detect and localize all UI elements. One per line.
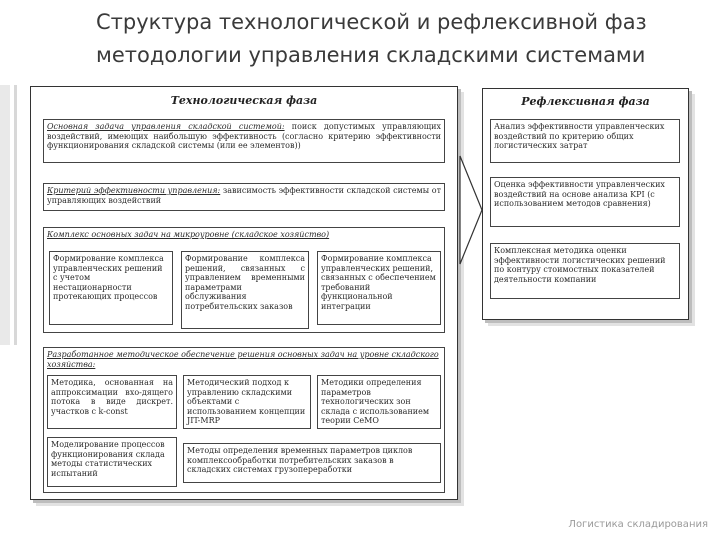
micro-task-3: Формирование комплекса управленческих решений, связанных с обеспечением требований функциональной интеграции xyxy=(317,251,441,325)
phase-transition-arrow xyxy=(458,150,484,270)
reflexive-phase-title: Рефлексивная фаза xyxy=(521,95,650,108)
micro-level-label: Комплекс основных задач на микроуровне (складское хозяйство) xyxy=(47,230,330,239)
left-decoration-line xyxy=(14,85,17,345)
reflexive-item-3: Комплексная методика оценки эффективности логистических решений по контуру стоимостных показателей деятельности компании xyxy=(490,243,680,299)
main-task-label: Основная задача управления складской системой: xyxy=(47,122,285,131)
criterion-text: зависимость эффективности складской системы от управляющих воздействий xyxy=(47,186,441,205)
slide-title: Структура технологической и рефлексивной фаз методологии управления складскими системами xyxy=(96,10,647,67)
method-1: Методика, основанная на аппроксимации вхо-дящего потока в виде дискрет. участков с k-const xyxy=(47,375,177,429)
main-task-box xyxy=(43,119,445,163)
slide-footer: Логистика складирования xyxy=(568,519,708,530)
technological-phase-panel xyxy=(30,86,458,500)
criterion-box xyxy=(43,183,445,211)
technological-phase-title: Технологическая фаза xyxy=(170,94,318,107)
micro-task-1: Формирование комплекса управленческих решений с учетом нестационарности протекающих процессов xyxy=(49,251,173,325)
method-4: Моделирование процессов функционирования склада методы статистических испытаний xyxy=(47,437,177,487)
methods-label: Разработанное методическое обеспечение решения основных задач на уровне складского хозяйства: xyxy=(47,350,439,369)
reflexive-phase-panel xyxy=(482,88,689,320)
micro-task-2: Формирование комплекса решений, связанных с управлением временными параметрами обслуживания потребительских заказов xyxy=(181,251,309,329)
method-5: Методы определения временных параметров циклов комплексообработки потребительских заказов в складских системах грузопереработки xyxy=(183,443,441,483)
reflexive-item-2: Оценка эффективности управленческих воздействий на основе анализа KPI (с использованием методов сравнения) xyxy=(490,177,680,227)
method-2: Методический подход к управлению складскими объектами с использованием концепции JIT-MRP xyxy=(183,375,311,429)
reflexive-item-1: Анализ эффективности управленческих воздействий по критерию общих логистических затрат xyxy=(490,119,680,163)
criterion-label: Критерий эффективности управления: xyxy=(47,186,221,195)
method-3: Методики определения параметров технологических зон склада с использованием теории СеМО xyxy=(317,375,441,429)
left-decoration xyxy=(0,85,10,345)
main-task-text: поиск допустимых управляющих воздействий, имеющих наибольшую эффективность (согласно критерию эффективности функционирования складской системы (или ее элементов)) xyxy=(47,122,441,151)
